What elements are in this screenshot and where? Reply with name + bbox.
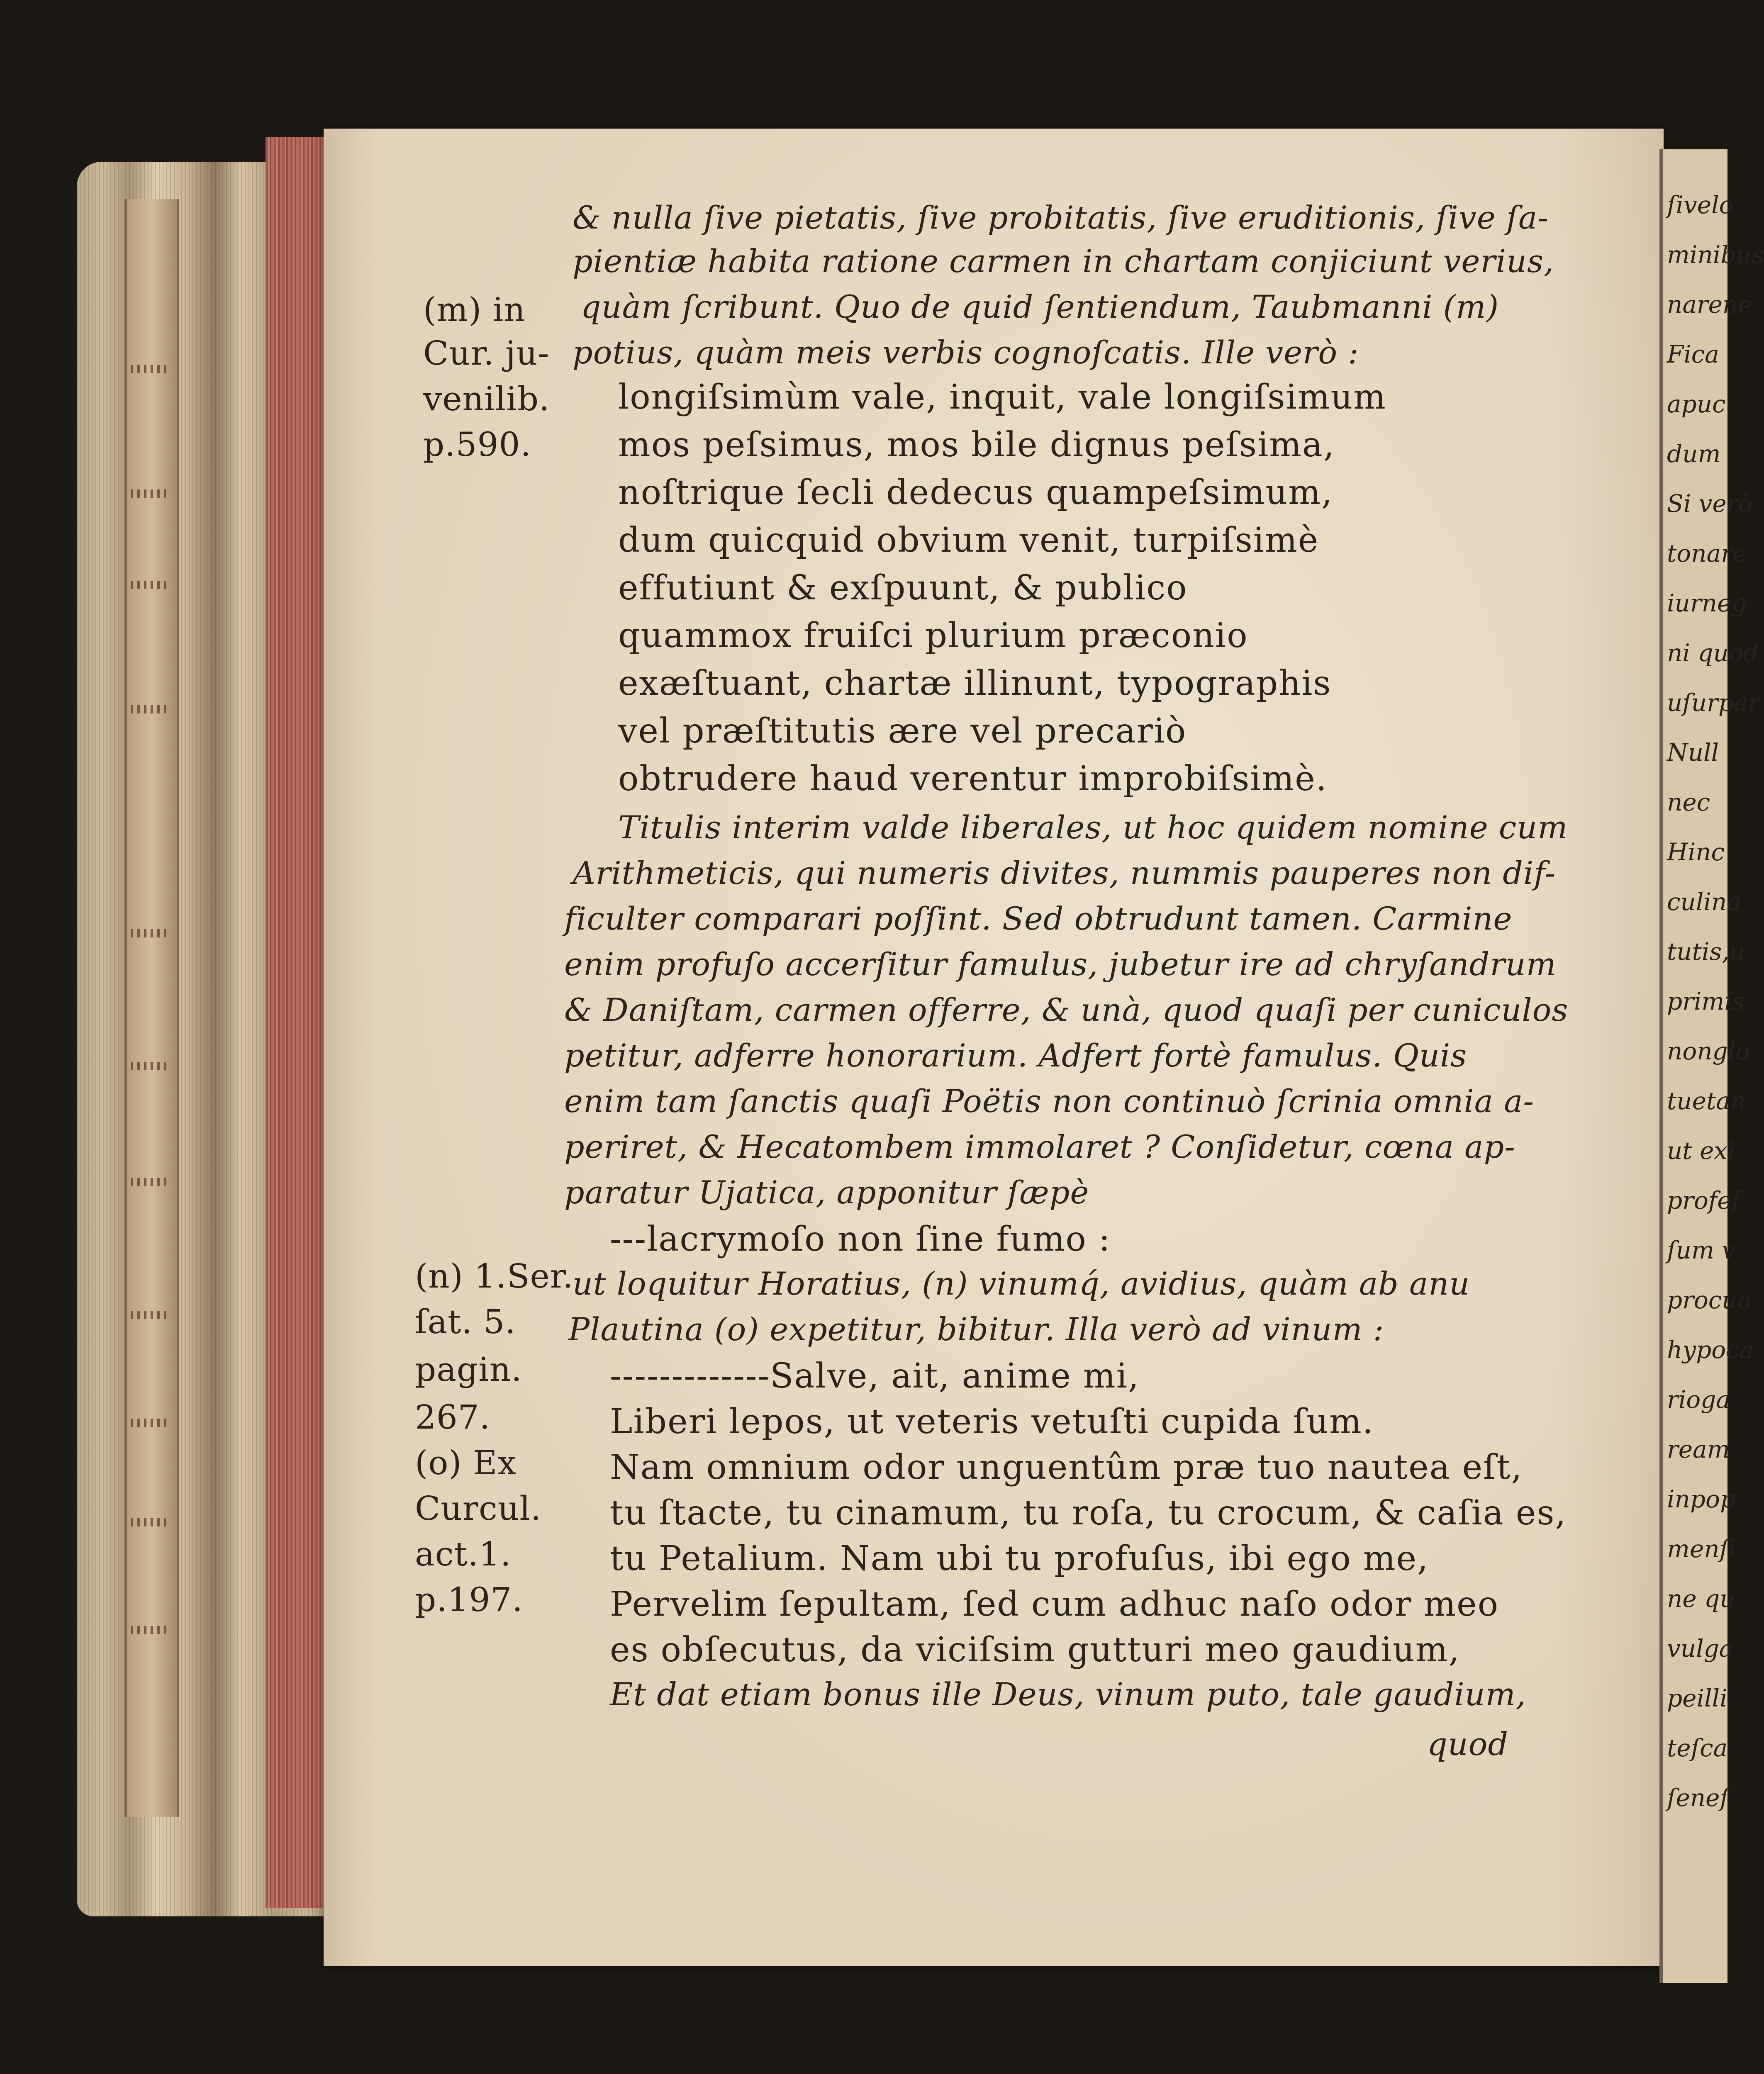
spine-band bbox=[131, 1419, 168, 1427]
margin-note: pagin. bbox=[415, 1350, 522, 1389]
text-line: tu ſtacte, tu cinamum, tu roſa, tu crocum, & caſia es, bbox=[610, 1493, 1567, 1533]
next-page-fragment: tutis,u bbox=[1667, 937, 1745, 966]
text-line: exæſtuant, chartæ illinunt, typographis bbox=[618, 664, 1332, 703]
text-line: tu Petalium. Nam ubi tu profuſus, ibi ego me, bbox=[610, 1539, 1429, 1578]
next-page-fragment: ni quod bbox=[1667, 639, 1759, 667]
margin-note: (n) 1.Ser. bbox=[415, 1257, 574, 1295]
catchword: quod bbox=[1427, 1726, 1509, 1762]
next-page-fragment: vulga bbox=[1667, 1634, 1734, 1663]
spine-band bbox=[131, 1626, 168, 1634]
next-page-fragment: iurneg bbox=[1667, 589, 1747, 617]
text-line: petitur, adferre honorarium. Adfert fortè famulus. Quis bbox=[564, 1037, 1467, 1074]
text-line: es obſecutus, da viciſsim gutturi meo gaudium, bbox=[610, 1630, 1460, 1670]
text-line: Nam omnium odor unguentûm præ tuo nautea eſt, bbox=[610, 1448, 1523, 1487]
next-page-fragment: inpop bbox=[1667, 1485, 1736, 1513]
text-line: Pervelim ſepultam, ſed cum adhuc naſo odor meo bbox=[610, 1585, 1499, 1624]
margin-note: venilib. bbox=[423, 380, 550, 418]
text-line: potius, quàm meis verbis cognoſcatis. Ille verò : bbox=[573, 334, 1359, 371]
next-page-fragment: teſca bbox=[1667, 1734, 1728, 1762]
next-page-fragment: tuetan bbox=[1667, 1087, 1746, 1115]
next-page-fragment: Hinc bbox=[1667, 838, 1725, 866]
text-line: mos peſsimus, mos bile dignus peſsima, bbox=[618, 425, 1335, 465]
spine-band bbox=[131, 1062, 168, 1070]
spine-band bbox=[131, 365, 168, 373]
next-page-fragment: nonglo bbox=[1667, 1037, 1750, 1065]
text-line: dum quicquid obvium venit, turpiſsimè bbox=[618, 521, 1319, 560]
next-page-fragment: ſeneſ bbox=[1667, 1784, 1729, 1812]
spine-band bbox=[131, 1311, 168, 1319]
next-page-fragment: culina bbox=[1667, 888, 1741, 916]
text-line: effutiunt & exſpuunt, & publico bbox=[618, 568, 1188, 608]
text-line: enim profuſo accerſitur famulus, jubetur ire ad chryſandrum bbox=[564, 946, 1557, 983]
book-page bbox=[324, 129, 1664, 1966]
spine-band bbox=[131, 1178, 168, 1186]
spine-band bbox=[131, 1518, 168, 1526]
text-line: ficulter comparari poſſint. Sed obtrudunt tamen. Carmine bbox=[564, 900, 1513, 937]
next-page-fragment: uſurpar bbox=[1667, 689, 1760, 717]
text-line: & nulla ſive pietatis, ſive probitatis, ſive eruditionis, ſive ſa- bbox=[573, 199, 1549, 236]
next-page-fragment: Si verò bbox=[1667, 489, 1753, 518]
text-line: periret, & Hecatombem immolaret ? Conſidetur, cœna ap- bbox=[564, 1128, 1515, 1165]
margin-note: ſat. 5. bbox=[415, 1302, 516, 1341]
text-line: quammox fruiſci plurium præconio bbox=[618, 616, 1248, 655]
next-page-fragment: menſi bbox=[1667, 1535, 1736, 1563]
book-spine bbox=[124, 199, 179, 1817]
spine-band bbox=[131, 929, 168, 937]
next-page-fragment: nec bbox=[1667, 788, 1710, 816]
spine-band bbox=[131, 489, 168, 498]
text-line: pientiæ habita ratione carmen in chartam conjiciunt verius, bbox=[573, 243, 1554, 280]
next-page-fragment: ream bbox=[1667, 1435, 1730, 1463]
spine-band bbox=[131, 581, 168, 589]
text-line: ---lacrymoſo non ſine fumo : bbox=[610, 1220, 1111, 1259]
margin-note: Curcul. bbox=[415, 1489, 542, 1528]
next-page-fragment: apuc bbox=[1667, 390, 1726, 418]
text-line: ut loquitur Horatius, (n) vinumq́, avidius, quàm ab anu bbox=[573, 1265, 1470, 1302]
text-line: Titulis interim valde liberales, ut hoc quidem nomine cum bbox=[618, 809, 1568, 846]
next-page-fragment: procua bbox=[1667, 1286, 1752, 1314]
next-page-fragment: Fica bbox=[1667, 340, 1719, 368]
next-page-fragment: peilli bbox=[1667, 1684, 1727, 1712]
text-line: quàm ſcribunt. Quo de quid ſentiendum, Taubmanni (m) bbox=[581, 288, 1499, 325]
margin-note: (o) Ex bbox=[415, 1444, 517, 1482]
text-line: enim tam ſanctis quaſi Poëtis non continuò ſcrinia omnia a- bbox=[564, 1083, 1535, 1120]
next-page-fragment: rioga bbox=[1667, 1385, 1730, 1414]
margin-note: (m) in bbox=[423, 290, 526, 329]
text-line: & Daniſtam, carmen offerre, & unà, quod quaſi per cuniculos bbox=[564, 991, 1569, 1028]
next-page-fragment: Null bbox=[1667, 738, 1719, 767]
margin-note: p.590. bbox=[423, 425, 531, 464]
next-page-fragment: narene bbox=[1667, 290, 1752, 319]
text-line: obtrudere haud verentur improbiſsimè. bbox=[618, 759, 1328, 798]
next-page-fragment: ut exi bbox=[1667, 1137, 1735, 1165]
margin-note: act.1. bbox=[415, 1535, 512, 1573]
margin-note: 267. bbox=[415, 1398, 491, 1436]
next-page-fragment: ſum v bbox=[1667, 1236, 1736, 1264]
text-line: Liberi lepos, ut veteris vetuſti cupida ſum. bbox=[610, 1402, 1374, 1441]
next-page-fragment: hypoca bbox=[1667, 1336, 1754, 1364]
next-page-fragment: dum bbox=[1667, 440, 1721, 468]
margin-note: Cur. ju- bbox=[423, 334, 550, 372]
next-page-fragment: minibus bbox=[1667, 241, 1764, 269]
text-line: Plautina (o) expetitur, bibitur. Illa verò ad vinum : bbox=[568, 1311, 1384, 1348]
next-page-fragment: profeſ bbox=[1667, 1186, 1741, 1215]
margin-note: p.197. bbox=[415, 1580, 523, 1619]
text-line: noſtrique ſecli dedecus quampeſsimum, bbox=[618, 473, 1333, 512]
spine-band bbox=[131, 705, 168, 713]
text-line: longiſsimùm vale, inquit, vale longiſsimum bbox=[618, 377, 1387, 417]
next-page-fragment: ne qu bbox=[1667, 1585, 1735, 1613]
text-line: Et dat etiam bonus ille Deus, vinum puto, tale gaudium, bbox=[610, 1676, 1526, 1713]
text-line: Arithmeticis, qui numeris divites, nummis pauperes non dif- bbox=[573, 854, 1556, 891]
text-line: -------------Salve, ait, anime mi, bbox=[610, 1356, 1140, 1396]
text-line: vel præſtitutis ære vel precariò bbox=[618, 711, 1187, 751]
next-page-fragment: ſivelo bbox=[1667, 191, 1734, 219]
text-line: paratur Ujatica, apponitur ſæpè bbox=[564, 1174, 1089, 1211]
next-page-fragment: primis bbox=[1667, 987, 1745, 1015]
next-page-fragment: tonare bbox=[1667, 539, 1747, 567]
